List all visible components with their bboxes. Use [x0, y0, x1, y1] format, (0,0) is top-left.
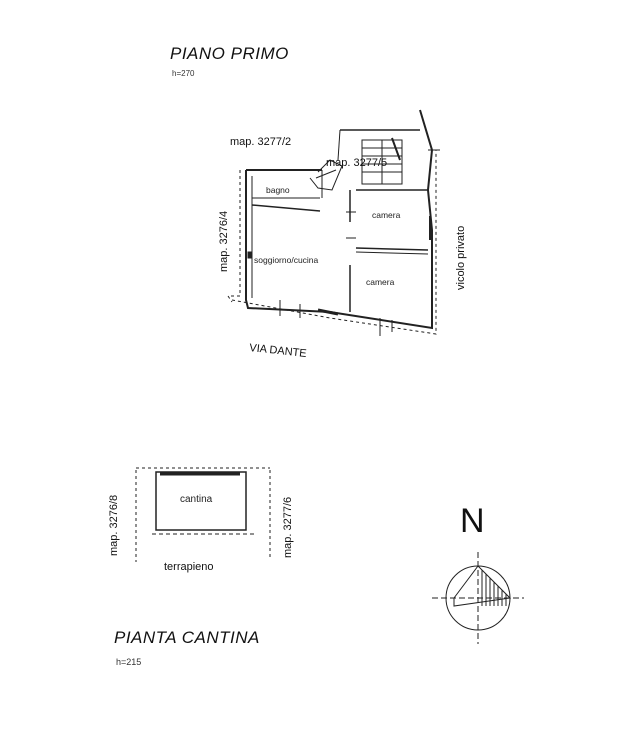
room-label-bedroom-2: camera: [366, 277, 395, 287]
first-floor-height-note: h=270: [172, 69, 195, 78]
map-label-top: map. 3277/2: [230, 136, 292, 148]
cellar-map-right: map. 3277/6: [282, 496, 294, 558]
north-arrow: [432, 552, 524, 644]
room-label-cellar: cantina: [180, 494, 213, 505]
room-label-bath: bagno: [266, 185, 290, 195]
map-label-stair: map. 3277/5: [326, 157, 388, 169]
cellar-map-left: map. 3276/8: [108, 494, 120, 556]
cellar-walls: [136, 468, 270, 562]
first-floor-title: PIANO PRIMO: [170, 44, 289, 63]
room-label-living: soggiorno/cucina: [254, 255, 319, 265]
cellar-title: PIANTA CANTINA: [114, 628, 260, 647]
room-label-bedroom-1: camera: [372, 210, 401, 220]
map-label-left: map. 3276/4: [218, 210, 230, 272]
cellar-below-label: terrapieno: [164, 561, 214, 573]
cellar-height-note: h=215: [116, 657, 142, 667]
street-label-south: VIA DANTE: [248, 342, 308, 360]
north-letter: N: [460, 502, 485, 540]
street-label-east: vicolo privato: [455, 225, 467, 290]
